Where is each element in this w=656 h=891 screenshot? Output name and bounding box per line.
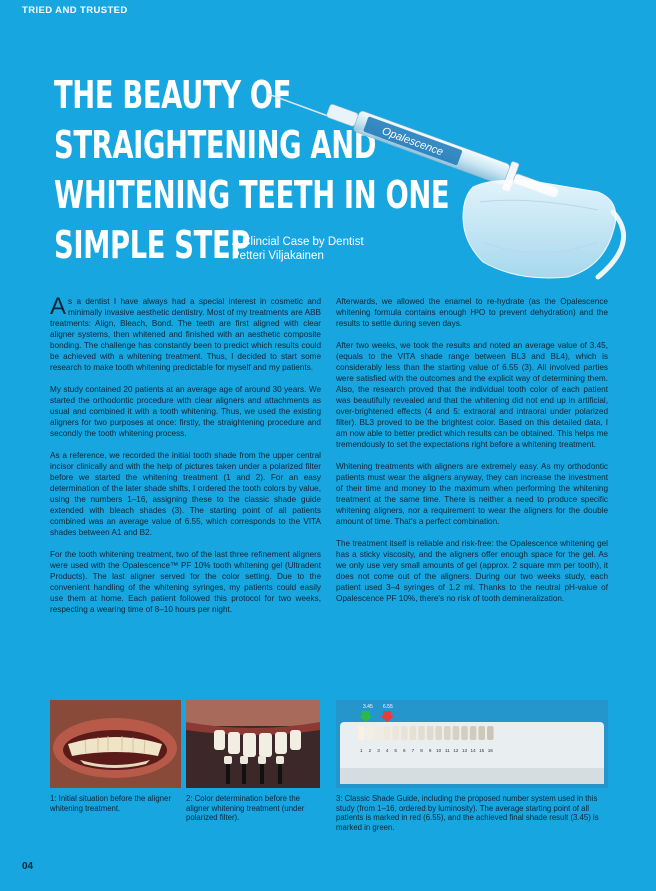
shade-number: 6: [403, 748, 406, 753]
subtitle-line: A Clincial Case by Dentist: [232, 236, 364, 248]
shade-tab: [392, 726, 399, 740]
shade-tab: [375, 726, 382, 740]
shade-tab: [401, 726, 408, 740]
photo-color-determination: [186, 700, 320, 788]
shade-number: 3: [377, 748, 380, 753]
paragraph: The treatment itself is reliable and risk-free: the Opalescence whitening gel has a sticky viscosity, and the aligners offer enough space for the gel. As we only use very small amounts of gel (approx. 2 square mm per tooth), it does not come out of the aligners. During our two weeks study, each patient used 3–4 syringes of 1.2 ml. Thanks to the neutral pH-value of Opalescence PF 10%, there's no risk of tooth demineralization.: [336, 539, 608, 603]
shade-tab: [461, 726, 468, 740]
shade-tab: [487, 726, 494, 740]
paragraph: Whitening treatments with aligners are extremely easy. As my orthodontic patients must wear the aligners anyway, they can increase the investment of their time and money to the maximum when performing the whitening treatment at the same time. There is neither a need to produce specific whitening aligners, nor a requirement to wear the aligners for the double amount of time. That's a perfect combination.: [336, 462, 608, 526]
shade-number: 12: [453, 748, 459, 753]
shade-number: 1: [360, 748, 363, 753]
title-line: SIMPLE STEP: [54, 223, 250, 267]
shade-tab: [410, 726, 417, 740]
paragraph: As a reference, we recorded the initial tooth shade from the upper central incisor clinically and with the help of pictures taken under a polarized filter before we started the whitening treatment (1 and 2). For an easy determination of the later shade shifts, I ordered the tooth colors by value, using the numbers 1–16, assigning these to the classic shade guide extended with bleach shades (3). The starting point of all patients combined was an average value of 6.55, which corresponds to the VITA shades between A1 and B2.: [50, 451, 321, 537]
article-column-left: [50, 293, 321, 626]
paragraph: Afterwards, we allowed the enamel to re-hydrate (as the Opalescence whitening formula contains enough H²O to prevent dehydration) and the results to settle during seven days.: [336, 297, 608, 328]
shade-tab: [367, 726, 374, 740]
shade-number: 9: [428, 748, 432, 753]
subtitle-line: Petteri Viljakainen: [232, 250, 324, 262]
shade-number: 14: [470, 748, 476, 753]
shade-tab: [384, 726, 391, 740]
shade-tab: [427, 726, 434, 740]
paragraph-text: s a dentist I have always had a special interest in cosmetic and minimally invasive aesthetic dentistry. Most of my treatments are ABB treatments: Align, Bleach, Bond. The teeth are first aligned with clear aligner systems, then whitened and finished with an aesthetic composite bonding. The challenge has constantly been to predict which results could be achieved with a whitening treatment. Thus, I decided to start some research to make tooth whitening predictable for myself and my patients.: [50, 297, 321, 372]
shade-tab: [470, 726, 477, 740]
shade-number: 10: [436, 748, 442, 753]
marker-green-label: 3.45: [363, 704, 373, 710]
shade-number: 15: [479, 748, 485, 753]
caption-figure-2: 2: Color determination before the aligner whitening treatment (under polarized filter).: [186, 794, 305, 822]
shade-number: 7: [411, 748, 415, 753]
shade-number: 16: [487, 748, 493, 753]
shade-number: 13: [461, 748, 468, 753]
page-number: 04: [22, 861, 34, 872]
photo-initial-smile: [50, 700, 181, 788]
caption-figure-1: 1: Initial situation before the aligner whitening treatment.: [50, 794, 171, 813]
paragraph: After two weeks, we took the results and noted an average value of 3.45, (equals to the VITA shade range between BL3 and BL4), which is considerably less than the starting value of 6.55 (3). All involved parties were satisfied with the outcomes and the explicit way of determining them. Also, the research proved that the individual tooth color of each patient was beautifully revealed and that the whitening did not end up in artificial, over-brightened effects (4 and 5: extraoral and intraoral under polarized filter). BL3 proved to be the brightest color. Based on this detailed data, I am now able to better predict which results can be obtained. This helps me tremendously to set the expectations right before a whitening treatment.: [336, 341, 608, 449]
paragraph: For the tooth whitening treatment, two of the last three refinement aligners were used with the Opalescence™ PF 10% tooth whitening gel (Ultradent Products). The last aligner served for the color setting. Due to the convenient handling of the whitening syringes, my patients could easily use them at home. Each patient followed this protocol for two weeks, respecting a wearing time of 8–10 hours per night.: [50, 550, 321, 614]
title-line: THE BEAUTY OF: [54, 73, 292, 117]
title-line: STRAIGHTENING AND: [54, 123, 377, 167]
shade-tab: [444, 726, 451, 740]
shade-tab: [478, 726, 485, 740]
shade-number: 4: [385, 748, 389, 753]
article-column-right: [336, 296, 608, 615]
shade-number: 11: [444, 748, 450, 753]
shade-number: 5: [394, 748, 397, 753]
shade-tab: [453, 726, 460, 740]
caption-figure-3: 3: Classic Shade Guide, including the proposed number system used in this study (from 1–16, ordered by luminosity). The average starting point of all patients is marked in red (6.55), and the achieved final shade result (3.45) is marked in green.: [336, 794, 599, 832]
title-line: WHITENING TEETH IN ONE: [54, 173, 450, 217]
shade-tab: [358, 726, 365, 740]
syringe-illustration: [268, 92, 648, 302]
drop-cap: A: [50, 293, 67, 320]
syringe-label: Opalescence: [380, 125, 445, 159]
paragraph: My study contained 20 patients at an average age of around 30 years. We started the orthodontic procedure with clear aligners and attachments as usual and combined it with a tooth whitening. Thus, we used the existing aligners for two purposes at once: firstly, the straightening procedure and secondly the tooth whitening process.: [50, 385, 321, 438]
section-tag: TRIED AND TRUSTED: [22, 5, 128, 16]
shade-number: 2: [368, 748, 372, 753]
photo-shade-guide: [336, 700, 608, 788]
shade-tab: [435, 726, 442, 740]
shade-tab: [418, 726, 425, 740]
marker-red-label: 6.55: [383, 704, 393, 710]
shade-number: 8: [420, 748, 423, 753]
paragraph: [50, 293, 321, 373]
